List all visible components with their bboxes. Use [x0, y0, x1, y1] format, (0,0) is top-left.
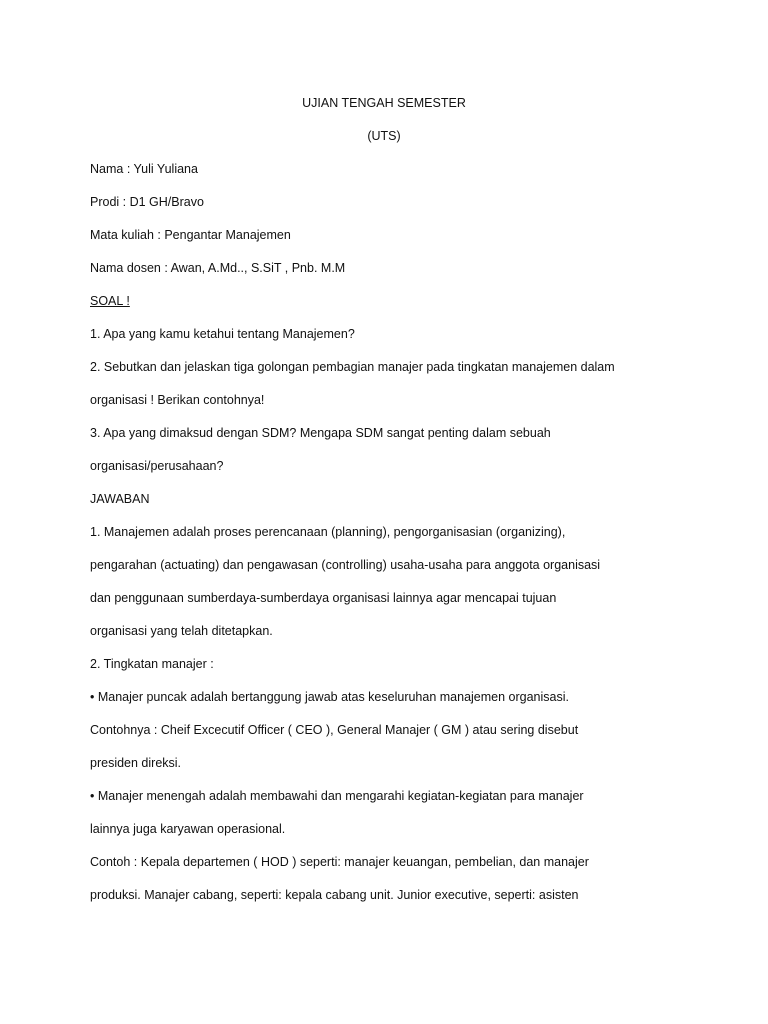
- jawaban-line: Contoh : Kepala departemen ( HOD ) seperti: manajer keuangan, pembelian, dan manajer: [90, 855, 589, 869]
- course-name: Mata kuliah : Pengantar Manajemen: [90, 228, 291, 242]
- jawaban-line: organisasi yang telah ditetapkan.: [90, 624, 273, 638]
- student-name: Nama : Yuli Yuliana: [90, 162, 198, 176]
- jawaban-line: 1. Manajemen adalah proses perencanaan (planning), pengorganisasian (organizing),: [90, 525, 566, 539]
- lecturer-name: Nama dosen : Awan, A.Md.., S.SiT , Pnb. M.M: [90, 261, 346, 275]
- jawaban-heading: JAWABAN: [90, 492, 150, 506]
- jawaban-line: Contohnya : Cheif Excecutif Officer ( CEO ), General Manajer ( GM ) atau sering disebut: [90, 723, 579, 737]
- jawaban-line: dan penggunaan sumberdaya-sumberdaya organisasi lainnya agar mencapai tujuan: [90, 591, 557, 605]
- soal-line: 2. Sebutkan dan jelaskan tiga golongan pembagian manajer pada tingkatan manajemen dalam: [90, 360, 615, 374]
- jawaban-line: • Manajer puncak adalah bertanggung jawab atas keseluruhan manajemen organisasi.: [90, 690, 569, 704]
- jawaban-line: • Manajer menengah adalah membawahi dan mengarahi kegiatan-kegiatan para manajer: [90, 789, 584, 803]
- soal-line: 1. Apa yang kamu ketahui tentang Manajemen?: [90, 327, 355, 341]
- soal-line: organisasi ! Berikan contohnya!: [90, 393, 265, 407]
- jawaban-line: presiden direksi.: [90, 756, 182, 770]
- document-title: UJIAN TENGAH SEMESTER: [302, 96, 466, 110]
- jawaban-line: 2. Tingkatan manajer :: [90, 657, 214, 671]
- jawaban-line: pengarahan (actuating) dan pengawasan (controlling) usaha-usaha para anggota organisasi: [90, 558, 601, 572]
- soal-heading: SOAL !: [90, 294, 130, 308]
- soal-line: organisasi/perusahaan?: [90, 459, 224, 473]
- jawaban-line: lainnya juga karyawan operasional.: [90, 822, 286, 836]
- study-program: Prodi : D1 GH/Bravo: [90, 195, 204, 209]
- soal-line: 3. Apa yang dimaksud dengan SDM? Mengapa SDM sangat penting dalam sebuah: [90, 426, 551, 440]
- jawaban-line: produksi. Manajer cabang, seperti: kepala cabang unit. Junior executive, seperti: asisten: [90, 888, 579, 902]
- document-subtitle: (UTS): [367, 129, 401, 143]
